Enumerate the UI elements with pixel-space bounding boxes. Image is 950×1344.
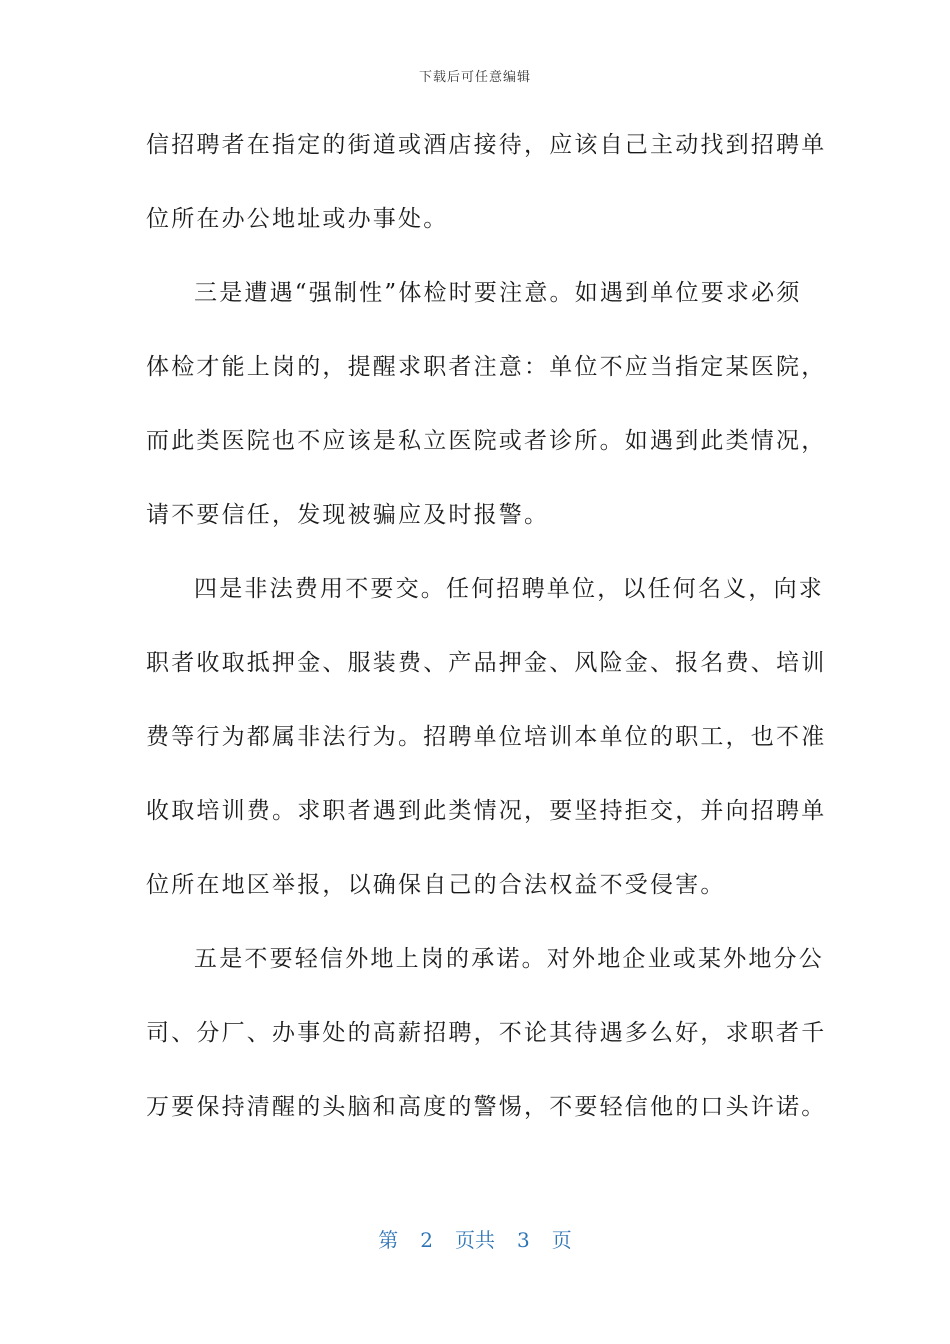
text-line: 位所在办公地址或办事处。 [146,206,449,232]
total-pages-number: 3 [517,1228,530,1252]
text-line: 收取培训费。求职者遇到此类情况，要坚持拒交，并向招聘单 [146,798,827,824]
text-line: 万要保持清醒的头脑和高度的警惕，不要轻信他的口头许诺。 [146,1094,827,1120]
document-body [146,108,827,1144]
page-footer [0,1224,950,1253]
text-line: 三是遭遇“强制性”体检时要注意。如遇到单位要求必须 [194,280,802,306]
footer-middle: 页共 [455,1228,495,1252]
current-page-number: 2 [420,1228,433,1252]
footer-prefix: 第 [378,1228,399,1252]
footer-suffix: 页 [551,1228,572,1252]
text-line: 费等行为都属非法行为。招聘单位培训本单位的职工，也不准 [146,724,827,750]
text-line: 司、分厂、办事处的高薪招聘，不论其待遇多么好，求职者千 [146,1020,827,1046]
text-line: 而此类医院也不应该是私立医院或者诊所。如遇到此类情况， [146,428,827,454]
text-line: 五是不要轻信外地上岗的承诺。对外地企业或某外地分公 [194,946,824,972]
page-header: 下载后可任意编辑 [418,70,531,85]
text-line: 请不要信任，发现被骗应及时报警。 [146,502,550,528]
text-line: 体检才能上岗的，提醒求职者注意：单位不应当指定某医院， [146,354,827,380]
text-line: 职者收取抵押金、服装费、产品押金、风险金、报名费、培训 [146,650,827,676]
text-line: 信招聘者在指定的街道或酒店接待，应该自己主动找到招聘单 [146,132,827,158]
text-line: 四是非法费用不要交。任何招聘单位，以任何名义，向求 [194,576,824,602]
text-line: 位所在地区举报，以确保自己的合法权益不受侵害。 [146,872,726,898]
